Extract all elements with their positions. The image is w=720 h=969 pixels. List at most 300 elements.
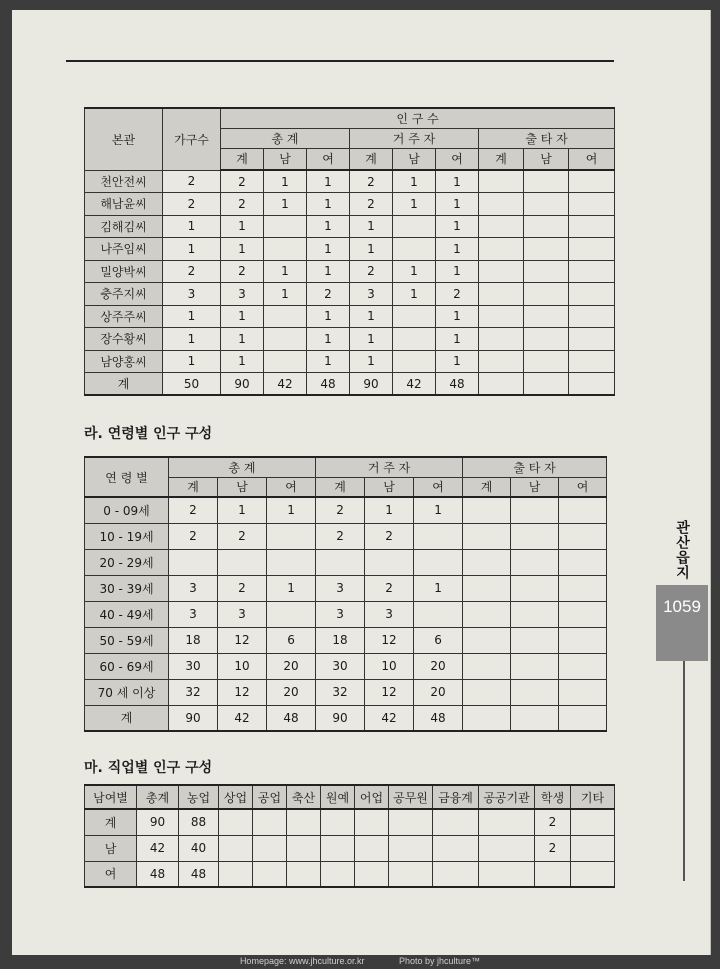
table-row xyxy=(85,549,607,575)
header-bongwan: 본관 xyxy=(85,108,163,170)
table-cell xyxy=(511,653,559,679)
table-cell: 90 xyxy=(350,373,393,396)
column-header: 학생 xyxy=(535,785,571,809)
table-cell: 6 xyxy=(267,627,316,653)
table-cell xyxy=(569,193,615,216)
table-cell: 2 xyxy=(218,575,267,601)
table-cell xyxy=(524,170,569,193)
table-cell xyxy=(253,861,287,887)
table-cell xyxy=(267,601,316,627)
table-cell: 1 xyxy=(393,170,436,193)
table-cell xyxy=(433,835,479,861)
table-cell xyxy=(316,549,365,575)
table-cell xyxy=(393,215,436,238)
table-cell xyxy=(559,497,607,523)
table-cell: 2 xyxy=(169,497,218,523)
table-cell xyxy=(559,575,607,601)
table-cell xyxy=(463,497,511,523)
table-cell: 3 xyxy=(218,601,267,627)
table-cell: 30 xyxy=(169,653,218,679)
table-cell xyxy=(559,679,607,705)
table-cell xyxy=(393,305,436,328)
table-cell: 90 xyxy=(169,705,218,731)
table-cell xyxy=(389,835,433,861)
table-row xyxy=(85,193,615,216)
column-header: 공무원 xyxy=(389,785,433,809)
subheader: 남 xyxy=(524,148,569,170)
subheader: 여 xyxy=(569,148,615,170)
table-cell: 2 xyxy=(163,170,221,193)
table-cell xyxy=(264,238,307,261)
table-cell: 50 xyxy=(163,373,221,396)
subheader: 남 xyxy=(365,477,414,497)
table-cell xyxy=(524,283,569,306)
table-cell: 88 xyxy=(179,809,219,835)
table-cell: 3 xyxy=(169,601,218,627)
table-cell: 1 xyxy=(163,238,221,261)
table-cell: 42 xyxy=(365,705,414,731)
table-cell xyxy=(264,350,307,373)
table-cell: 2 xyxy=(365,575,414,601)
table-cell: 48 xyxy=(414,705,463,731)
column-header: 기타 xyxy=(571,785,615,809)
table-cell: 2 xyxy=(316,497,365,523)
table-row xyxy=(85,705,607,731)
table-cell xyxy=(559,523,607,549)
table-cell: 1 xyxy=(221,215,264,238)
column-header: 공공기관 xyxy=(479,785,535,809)
table-cell: 12 xyxy=(218,679,267,705)
table-cell: 1 xyxy=(267,575,316,601)
table-cell: 2 xyxy=(221,193,264,216)
table-cell: 1 xyxy=(218,497,267,523)
table-cell xyxy=(463,523,511,549)
section-title-age: 라. 연령별 인구 구성 xyxy=(84,426,213,442)
table-cell xyxy=(463,575,511,601)
table-cell xyxy=(433,809,479,835)
table-row xyxy=(85,601,607,627)
table-cell: 12 xyxy=(365,627,414,653)
table-cell: 1 xyxy=(393,283,436,306)
table-cell: 1 xyxy=(163,305,221,328)
side-tab-label: 관산읍지 xyxy=(674,520,690,580)
table-cell xyxy=(569,283,615,306)
table-cell: 2 xyxy=(221,170,264,193)
table-cell xyxy=(511,575,559,601)
table-cell: 2 xyxy=(535,835,571,861)
header-group-away: 출 타 자 xyxy=(479,128,615,148)
table-cell xyxy=(393,238,436,261)
table-cell: 1 xyxy=(350,238,393,261)
page-number: 1059 xyxy=(656,585,708,661)
table-cell xyxy=(524,260,569,283)
table-cell xyxy=(264,328,307,351)
table-cell: 6 xyxy=(414,627,463,653)
table-cell xyxy=(559,549,607,575)
table-cell: 20 xyxy=(414,653,463,679)
table-cell xyxy=(169,549,218,575)
column-header: 남여별 xyxy=(85,785,137,809)
table-cell xyxy=(414,601,463,627)
table-cell xyxy=(253,809,287,835)
row-label: 계 xyxy=(85,809,137,835)
table-cell xyxy=(463,601,511,627)
table-cell: 1 xyxy=(436,350,479,373)
row-label: 20 - 29세 xyxy=(85,549,169,575)
header-group-resident: 거 주 자 xyxy=(350,128,479,148)
table-cell: 42 xyxy=(218,705,267,731)
table-cell: 1 xyxy=(267,497,316,523)
row-label: 70 세 이상 xyxy=(85,679,169,705)
table-cell: 1 xyxy=(436,215,479,238)
table-cell xyxy=(433,861,479,887)
table-cell: 1 xyxy=(221,328,264,351)
table-cell: 48 xyxy=(436,373,479,396)
table-cell xyxy=(479,193,524,216)
table-cell xyxy=(267,523,316,549)
table-row xyxy=(85,809,615,835)
table-cell: 20 xyxy=(267,679,316,705)
table-cell xyxy=(219,809,253,835)
row-label: 충주지씨 xyxy=(85,283,163,306)
table-row xyxy=(85,373,615,396)
table-cell xyxy=(218,549,267,575)
table-row xyxy=(85,350,615,373)
row-label: 여 xyxy=(85,861,137,887)
header-age: 연 령 별 xyxy=(85,457,169,497)
column-header: 축산 xyxy=(287,785,321,809)
table-cell xyxy=(569,238,615,261)
table-cell: 2 xyxy=(316,523,365,549)
table-cell: 3 xyxy=(169,575,218,601)
table-cell: 1 xyxy=(350,328,393,351)
table-row xyxy=(85,305,615,328)
table-cell: 2 xyxy=(350,193,393,216)
table-cell xyxy=(321,809,355,835)
table-cell: 1 xyxy=(307,238,350,261)
table-cell: 2 xyxy=(350,170,393,193)
table-cell: 2 xyxy=(169,523,218,549)
table-cell: 2 xyxy=(365,523,414,549)
row-label: 40 - 49세 xyxy=(85,601,169,627)
table-cell xyxy=(569,260,615,283)
table-cell: 20 xyxy=(267,653,316,679)
table-cell: 12 xyxy=(365,679,414,705)
table-cell: 1 xyxy=(414,497,463,523)
table-cell xyxy=(463,549,511,575)
row-label: 상주주씨 xyxy=(85,305,163,328)
header-population: 인 구 수 xyxy=(221,108,615,128)
table-row xyxy=(85,497,607,523)
subheader: 남 xyxy=(511,477,559,497)
column-header: 원예 xyxy=(321,785,355,809)
table-cell xyxy=(355,835,389,861)
table-cell xyxy=(479,260,524,283)
table-cell: 1 xyxy=(307,350,350,373)
table-cell xyxy=(479,170,524,193)
table-cell: 3 xyxy=(365,601,414,627)
table-cell xyxy=(479,861,535,887)
table-cell xyxy=(524,215,569,238)
side-rule xyxy=(683,661,685,881)
table-cell xyxy=(559,705,607,731)
table-cell: 1 xyxy=(221,238,264,261)
row-label: 나주임씨 xyxy=(85,238,163,261)
table-cell xyxy=(569,328,615,351)
table-cell: 1 xyxy=(307,260,350,283)
table-cell: 30 xyxy=(316,653,365,679)
table-cell xyxy=(511,549,559,575)
subheader: 계 xyxy=(479,148,524,170)
table-cell: 1 xyxy=(307,328,350,351)
table-cell: 32 xyxy=(316,679,365,705)
column-header: 공업 xyxy=(253,785,287,809)
table-cell: 2 xyxy=(221,260,264,283)
table-cell: 2 xyxy=(163,193,221,216)
row-label: 계 xyxy=(85,373,163,396)
footer-photo: Photo by jhculture™ xyxy=(399,956,481,966)
row-label: 해남윤씨 xyxy=(85,193,163,216)
table-cell: 1 xyxy=(436,193,479,216)
table-row xyxy=(85,627,607,653)
column-header: 어업 xyxy=(355,785,389,809)
table-cell xyxy=(267,549,316,575)
table-cell xyxy=(511,705,559,731)
table-cell xyxy=(463,653,511,679)
table-cell: 1 xyxy=(436,328,479,351)
subheader: 남 xyxy=(264,148,307,170)
table-row xyxy=(85,679,607,705)
table-cell xyxy=(287,861,321,887)
table-cell xyxy=(479,305,524,328)
subheader: 계 xyxy=(316,477,365,497)
column-header: 금융계 xyxy=(433,785,479,809)
table-row xyxy=(85,653,607,679)
table-cell xyxy=(479,238,524,261)
table-cell xyxy=(264,305,307,328)
row-label: 60 - 69세 xyxy=(85,653,169,679)
row-label: 30 - 39세 xyxy=(85,575,169,601)
table-cell xyxy=(393,350,436,373)
table-cell: 1 xyxy=(163,215,221,238)
table-cell: 3 xyxy=(221,283,264,306)
table-cell xyxy=(569,305,615,328)
table-cell xyxy=(569,373,615,396)
column-header: 총계 xyxy=(137,785,179,809)
table-cell xyxy=(414,549,463,575)
table-cell xyxy=(253,835,287,861)
table-cell xyxy=(569,215,615,238)
table-cell: 1 xyxy=(436,238,479,261)
occupation-population-table xyxy=(84,784,615,888)
occupation-header xyxy=(85,785,615,809)
table-cell: 10 xyxy=(218,653,267,679)
table-cell: 2 xyxy=(307,283,350,306)
table-row xyxy=(85,328,615,351)
header-group-resident: 거 주 자 xyxy=(316,457,463,477)
table-cell xyxy=(355,809,389,835)
table-cell: 1 xyxy=(350,305,393,328)
table-cell xyxy=(219,835,253,861)
table-cell xyxy=(321,835,355,861)
table-cell xyxy=(463,627,511,653)
table-row xyxy=(85,215,615,238)
table-cell xyxy=(511,601,559,627)
row-label: 0 - 09세 xyxy=(85,497,169,523)
table-cell xyxy=(321,861,355,887)
row-label: 천안전씨 xyxy=(85,170,163,193)
table-cell xyxy=(524,238,569,261)
table-cell: 1 xyxy=(350,215,393,238)
subheader: 계 xyxy=(463,477,511,497)
table-row xyxy=(85,283,615,306)
table-row xyxy=(85,835,615,861)
table-cell xyxy=(511,523,559,549)
table-row xyxy=(85,575,607,601)
subheader: 계 xyxy=(350,148,393,170)
footer-homepage: Homepage: www.jhculture.or.kr xyxy=(239,956,365,966)
table-cell xyxy=(511,679,559,705)
table-cell xyxy=(389,861,433,887)
table-cell xyxy=(479,350,524,373)
table-cell: 18 xyxy=(316,627,365,653)
table-cell: 20 xyxy=(414,679,463,705)
table-cell xyxy=(264,215,307,238)
table-cell: 90 xyxy=(137,809,179,835)
subheader: 계 xyxy=(169,477,218,497)
header-group-total: 총 계 xyxy=(169,457,316,477)
footer xyxy=(0,956,720,966)
table-cell xyxy=(569,170,615,193)
table-cell xyxy=(463,679,511,705)
table-row xyxy=(85,260,615,283)
table-cell xyxy=(524,305,569,328)
table-cell xyxy=(511,627,559,653)
table-cell xyxy=(571,861,615,887)
table-cell xyxy=(524,328,569,351)
row-label: 50 - 59세 xyxy=(85,627,169,653)
table-cell: 2 xyxy=(218,523,267,549)
row-label: 계 xyxy=(85,705,169,731)
table-cell xyxy=(479,215,524,238)
table-cell: 42 xyxy=(393,373,436,396)
table-cell: 2 xyxy=(350,260,393,283)
table-cell xyxy=(571,835,615,861)
column-header: 농업 xyxy=(179,785,219,809)
table-cell xyxy=(389,809,433,835)
table-cell: 3 xyxy=(350,283,393,306)
table-cell xyxy=(524,193,569,216)
table-row xyxy=(85,861,615,887)
table-cell: 1 xyxy=(307,170,350,193)
row-label: 밀양박씨 xyxy=(85,260,163,283)
column-header: 상업 xyxy=(219,785,253,809)
table-cell: 18 xyxy=(169,627,218,653)
table-cell: 48 xyxy=(267,705,316,731)
header-households: 가구수 xyxy=(163,108,221,170)
table-cell: 48 xyxy=(179,861,219,887)
table-cell: 48 xyxy=(307,373,350,396)
subheader: 남 xyxy=(393,148,436,170)
row-label: 남양홍씨 xyxy=(85,350,163,373)
table-cell xyxy=(414,523,463,549)
table-cell: 1 xyxy=(264,170,307,193)
table-cell: 1 xyxy=(436,305,479,328)
table-cell: 1 xyxy=(436,170,479,193)
subheader: 남 xyxy=(218,477,267,497)
table-cell: 1 xyxy=(414,575,463,601)
table-cell: 1 xyxy=(307,215,350,238)
table-row xyxy=(85,523,607,549)
table-cell: 1 xyxy=(307,305,350,328)
subheader: 여 xyxy=(414,477,463,497)
header-group-away: 출 타 자 xyxy=(463,457,607,477)
subheader: 계 xyxy=(221,148,264,170)
table-cell: 1 xyxy=(221,305,264,328)
table-cell xyxy=(511,497,559,523)
subheader: 여 xyxy=(559,477,607,497)
table-cell: 1 xyxy=(264,283,307,306)
table-cell: 1 xyxy=(436,260,479,283)
table-cell: 1 xyxy=(307,193,350,216)
table-row xyxy=(85,238,615,261)
table-cell: 90 xyxy=(316,705,365,731)
table-cell xyxy=(569,350,615,373)
table-cell xyxy=(559,653,607,679)
table-cell: 40 xyxy=(179,835,219,861)
table-cell xyxy=(571,809,615,835)
table-cell: 1 xyxy=(393,260,436,283)
table-cell xyxy=(479,835,535,861)
table-cell: 10 xyxy=(365,653,414,679)
table-cell: 1 xyxy=(393,193,436,216)
table-cell: 2 xyxy=(436,283,479,306)
subheader: 여 xyxy=(267,477,316,497)
row-label: 김해김씨 xyxy=(85,215,163,238)
table-cell: 1 xyxy=(163,328,221,351)
table-cell: 1 xyxy=(163,350,221,373)
table-header-row xyxy=(85,785,615,809)
table-cell: 1 xyxy=(264,193,307,216)
table-cell: 2 xyxy=(163,260,221,283)
age-rows xyxy=(85,497,607,731)
table-cell xyxy=(355,861,389,887)
table-cell: 1 xyxy=(350,350,393,373)
table-cell xyxy=(559,601,607,627)
table-cell xyxy=(479,328,524,351)
table-cell: 3 xyxy=(316,601,365,627)
table-cell: 32 xyxy=(169,679,218,705)
table-cell: 2 xyxy=(535,809,571,835)
row-label: 남 xyxy=(85,835,137,861)
table-cell xyxy=(287,809,321,835)
subheader: 여 xyxy=(436,148,479,170)
table-cell: 90 xyxy=(221,373,264,396)
table-cell: 3 xyxy=(316,575,365,601)
age-population-table xyxy=(84,456,607,732)
header-rule xyxy=(66,60,614,62)
clan-rows xyxy=(85,170,615,395)
table-cell: 48 xyxy=(137,861,179,887)
row-label: 장수황씨 xyxy=(85,328,163,351)
table-cell: 3 xyxy=(163,283,221,306)
table-cell: 1 xyxy=(264,260,307,283)
table-cell xyxy=(219,861,253,887)
table-cell xyxy=(559,627,607,653)
section-title-occupation: 마. 직업별 인구 구성 xyxy=(84,760,213,776)
table-cell xyxy=(524,350,569,373)
table-cell xyxy=(365,549,414,575)
